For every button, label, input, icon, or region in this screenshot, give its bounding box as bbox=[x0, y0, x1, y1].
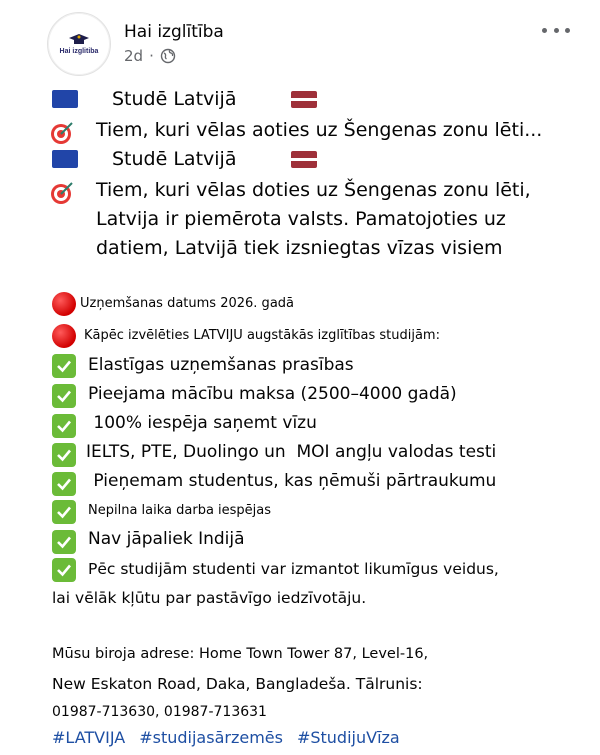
continuation-text: lai vēlāk kļūtu par pastāvīgo iedzīvotāju. bbox=[52, 589, 367, 607]
target-icon bbox=[49, 180, 75, 206]
post-header bbox=[0, 0, 600, 80]
hashtag-link[interactable]: #LATVIJA bbox=[52, 728, 126, 747]
eu-flag-icon bbox=[52, 150, 78, 168]
page-name-link[interactable]: Hai izglītība bbox=[124, 22, 224, 42]
avatar-logo-text: Hai izglitiba bbox=[59, 48, 99, 55]
eu-flag-icon bbox=[52, 90, 78, 108]
latvia-flag-icon bbox=[291, 91, 317, 108]
check-mark-icon bbox=[52, 354, 76, 378]
graduation-cap-icon bbox=[68, 33, 90, 47]
check-mark-icon bbox=[52, 472, 76, 496]
more-options-button[interactable] bbox=[542, 20, 570, 40]
red-circle-icon bbox=[52, 292, 76, 316]
check-item-text: Pēc studijām studenti var izmantot likumīgus veidus, bbox=[88, 560, 499, 578]
hashtag-link[interactable]: #StudijuVīza bbox=[296, 728, 400, 747]
post-line: Studē Latvijā bbox=[112, 88, 237, 110]
post-line: Latvija ir piemērota valsts. Pamatojoties uz bbox=[96, 208, 506, 230]
hashtag-list bbox=[52, 728, 400, 747]
check-item-text: Nepilna laika darba iespējas bbox=[88, 503, 272, 518]
hashtag-link[interactable]: #studijasārzemēs bbox=[139, 728, 283, 747]
phone-numbers: 01987-713630, 01987-713631 bbox=[52, 704, 267, 720]
address-line: New Eskaton Road, Daka, Bangladeša. Tālrunis: bbox=[52, 675, 423, 693]
globe-icon[interactable] bbox=[160, 48, 176, 64]
check-mark-icon bbox=[52, 558, 76, 582]
check-item-text: 100% iespēja saņemt vīzu bbox=[88, 413, 317, 433]
red-circle-icon bbox=[52, 324, 76, 348]
check-mark-icon bbox=[52, 384, 76, 408]
check-mark-icon bbox=[52, 500, 76, 524]
post-line: Tiem, kuri vēlas doties uz Šengenas zonu lēti, bbox=[96, 179, 531, 201]
check-item-text: IELTS, PTE, Duolingo un MOI angļu valodas testi bbox=[86, 442, 497, 462]
page-avatar[interactable] bbox=[47, 12, 111, 76]
red-item-text: Uzņemšanas datums 2026. gadā bbox=[80, 296, 294, 311]
check-item-text: Pieejama mācību maksa (2500–4000 gadā) bbox=[88, 384, 457, 404]
check-item-text: Nav jāpaliek Indijā bbox=[88, 529, 245, 549]
post-line: Studē Latvijā bbox=[112, 148, 237, 170]
check-item-text: Elastīgas uzņemšanas prasības bbox=[88, 355, 354, 375]
check-mark-icon bbox=[52, 414, 76, 438]
meta-separator: · bbox=[149, 47, 154, 65]
post-line: datiem, Latvijā tiek izsniegtas vīzas visiem bbox=[96, 237, 503, 259]
check-mark-icon bbox=[52, 443, 76, 467]
target-icon bbox=[49, 120, 75, 146]
latvia-flag-icon bbox=[291, 151, 317, 168]
red-item-text: Kāpēc izvēlēties LATVIJU augstākās izglītības studijām: bbox=[84, 328, 440, 343]
check-item-text: Pieņemam studentus, kas ņēmuši pārtraukumu bbox=[88, 471, 497, 491]
check-mark-icon bbox=[52, 530, 76, 554]
post-timestamp[interactable]: 2d bbox=[124, 47, 144, 65]
post-meta bbox=[124, 47, 176, 65]
address-line: Mūsu biroja adrese: Home Town Tower 87, Level-16, bbox=[52, 646, 429, 662]
post-line: Tiem, kuri vēlas aoties uz Šengenas zonu lēti... bbox=[96, 119, 543, 141]
